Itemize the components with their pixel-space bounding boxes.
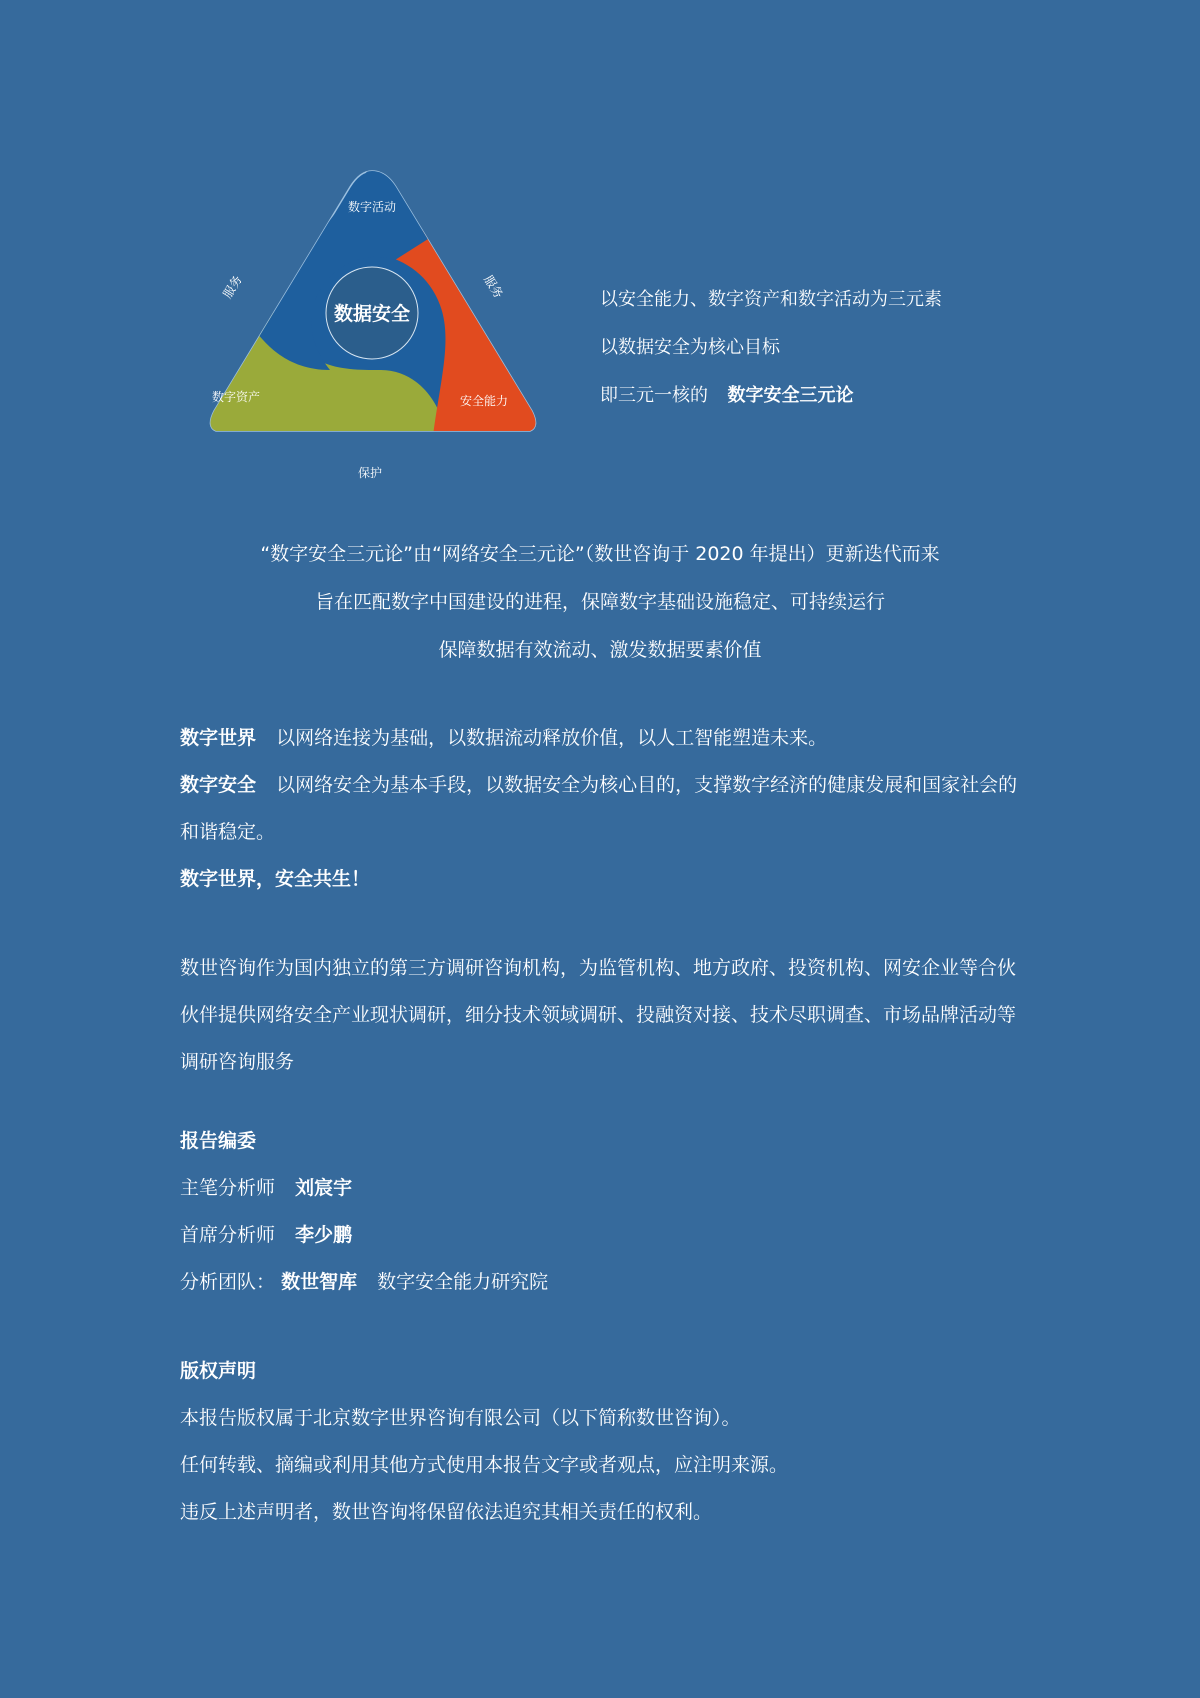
- vision-section: [180, 715, 1030, 903]
- about-section: [180, 945, 1030, 1086]
- vision-world-label: 数字世界: [180, 727, 257, 749]
- copyright-line-1: 本报告版权属于北京数字世界咨询有限公司（以下简称数世咨询）。: [180, 1407, 741, 1429]
- team-name: 数世智库: [281, 1271, 358, 1293]
- bottom-edge-label: 保护: [357, 466, 383, 480]
- vision-security-text: 以网络安全为基本手段，以数据安全为核心目的，支撑数字经济的健康发展和国家社会的和谐稳定。: [180, 774, 1018, 843]
- intro-block: [0, 530, 1200, 674]
- copyright-section: [180, 1348, 1030, 1536]
- tagline-line-3-bold: 数字安全三元论: [727, 385, 854, 406]
- tagline-line-3: [600, 372, 942, 420]
- about-text: 数世咨询作为国内独立的第三方调研咨询机构，为监管机构、地方政府、投资机构、网安企业等合伙伙伴提供网络安全产业现状调研，细分技术领域调研、投融资对接、技术尽职调查、市场品牌活动等调研咨询服务: [180, 957, 1017, 1073]
- right-node-label: 安全能力: [459, 394, 509, 408]
- lead-analyst-name: 李少鹏: [295, 1224, 353, 1246]
- copyright-line-2: 任何转载、摘编或利用其他方式使用本报告文字或者观点，应注明来源。: [180, 1454, 789, 1476]
- editors-team: [180, 1259, 1030, 1306]
- triad-diagram: [200, 165, 545, 500]
- tagline-line-1: 以安全能力、数字资产和数字活动为三元素: [600, 289, 942, 310]
- intro-line-1: “数字安全三元论”由“网络安全三元论”（数世咨询于 2020 年提出）更新迭代而来: [260, 543, 940, 565]
- vision-security-label: 数字安全: [180, 774, 257, 796]
- chief-analyst-name: 刘宸宇: [295, 1177, 353, 1199]
- intro-line-2: 旨在匹配数字中国建设的进程，保障数字基础设施稳定、可持续运行: [314, 591, 885, 613]
- editors-heading: 报告编委: [180, 1130, 257, 1152]
- vision-world-text: 以网络连接为基础，以数据流动释放价值，以人工智能塑造未来。: [276, 727, 828, 749]
- core-label: 数据安全: [333, 303, 411, 325]
- team-label: 分析团队：: [180, 1271, 276, 1293]
- editors-chief: [180, 1165, 1030, 1212]
- left-edge-label: 服务: [220, 272, 245, 301]
- vision-security: [180, 762, 1030, 856]
- vision-world: [180, 715, 1030, 762]
- tagline-line-2: 以数据安全为核心目标: [600, 337, 780, 358]
- editors-lead: [180, 1212, 1030, 1259]
- team-org: 数字安全能力研究院: [377, 1271, 549, 1293]
- copyright-line-3: 违反上述声明者，数世咨询将保留依法追究其相关责任的权利。: [180, 1501, 713, 1523]
- triad-diagram-svg: [200, 165, 545, 500]
- left-node-label: 数字资产: [211, 390, 261, 404]
- tagline-line-3-prefix: 即三元一核的: [600, 385, 708, 406]
- lead-analyst-label: 首席分析师: [180, 1224, 276, 1246]
- chief-analyst-label: 主笔分析师: [180, 1177, 276, 1199]
- copyright-heading: 版权声明: [180, 1360, 257, 1382]
- vision-slogan: 数字世界，安全共生！: [180, 868, 371, 890]
- right-edge-label: 服务: [481, 272, 506, 301]
- tagline: [600, 276, 942, 420]
- editors-section: [180, 1118, 1030, 1306]
- intro-line-3: 保障数据有效流动、激发数据要素价值: [438, 639, 762, 661]
- top-node-label: 数字活动: [347, 200, 397, 214]
